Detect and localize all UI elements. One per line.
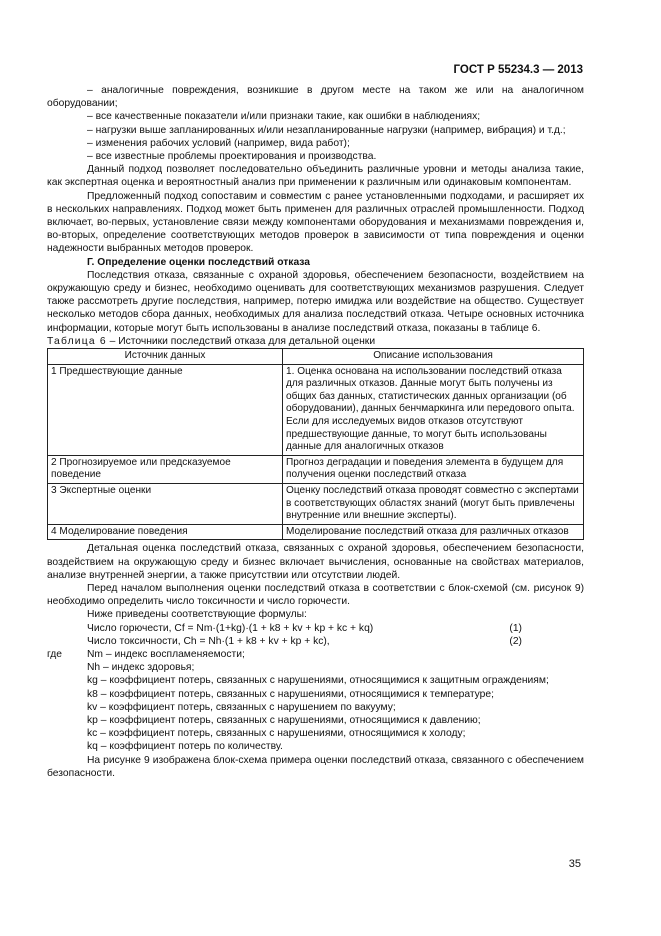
formula-text: Число горючести, Cf = Nm·(1+kg)·(1 + k8 + kv + kp + kc + kq) [87,622,374,634]
table-cell: Оценку последствий отказа проводят совместно с экспертами в соответствующих областях знаний (могут быть привлечены внутренние или внешние эксперты). [283,484,584,525]
definition: kv – коэффициент потерь, связанных с нарушением по вакууму; [87,701,396,713]
table-row [48,455,584,483]
bullet-item: – изменения рабочих условий (например, вида работ); [87,137,350,149]
paragraph: Предложенный подход сопоставим и совместим с ранее установленными подходами, и расширяет их в нескольких направлениях. Подход может быть применен для различных отраслей промышленности. Подход включает, во-первых, установление связи между компонентами оборудования и механизмами повреждения и, во-вторых, определение соответствующих методов проверок в зависимости от типа повреждения и оценки надежности выбранных методов проверок. [47,190,584,255]
paragraph: Детальная оценка последствий отказа, связанных с охраной здоровья, обеспечением безопасности, воздействием на окружающую среду и бизнес включает вычисления, основанные на свойствах материалов, анализе внутренней энергии, а также присутствии или отсутствии людей. [47,543,584,581]
table-header-cell: Источник данных [48,349,283,365]
formula-text: Число токсичности, Ch = Nh·(1 + k8 + kv + kp + kc), [87,635,330,647]
definition: Nm – индекс воспламеняемости; [87,649,245,660]
paragraph: На рисунке 9 изображена блок-схема примера оценки последствий отказа, связанного с обеспечением безопасности. [47,754,584,779]
bullet-item: – все известные проблемы проектирования и производства. [87,151,377,163]
table-caption [47,335,584,348]
page-number: 35 [568,858,581,870]
definition: kg – коэффициент потерь, связанных с нарушениями, относящимися к защитным ограждениям; [87,675,549,687]
definition: kp – коэффициент потерь, связанных с нарушениями, относящимися к давлению; [87,715,481,727]
formula-number: (2) [509,635,522,647]
bullet-item: – все качественные показатели и/или признаки такие, как ошибки в наблюдениях; [87,111,481,123]
definition: kq – коэффициент потерь по количеству. [87,741,283,753]
table-header-row [48,349,584,365]
paragraph: Перед началом выполнения оценки последствий отказа в соответствии с блок-схемой (см. рисунок 9) необходимо определить число токсичности и число горючести. [47,582,584,608]
table-cell: 3 Экспертные оценки [48,484,283,525]
table-cell: Моделирование последствий отказа для различных отказов [283,524,584,540]
table-header-cell: Описание использования [283,349,584,365]
definition-row [47,648,584,661]
sources-table [47,348,584,540]
bullet-item: – нагрузки выше запланированных и/или незапланированные нагрузки (например, вибрация) и т.д.; [87,124,566,136]
definition: kc – коэффициент потерь, связанных с нарушениями, относящимися к холоду; [87,728,466,740]
paragraph: Данный подход позволяет последовательно объединить различные уровни и методы анализа такие, как экспертная оценка и вероятностный анализ при применении к различным или одинаковым компонентам. [47,164,584,189]
where-label: где [47,649,63,660]
document-header: ГОСТ Р 55234.3 — 2013 [453,64,583,76]
paragraph: Ниже приведены соответствующие формулы: [87,609,307,621]
table-row [48,484,584,525]
definition: Nh – индекс здоровья; [87,662,195,674]
table-cell: 2 Прогнозируемое или предсказуемое поведение [48,455,283,483]
table-row [48,524,584,540]
table-caption-label: Таблица 6 [47,335,107,347]
table-cell: 4 Моделирование поведения [48,524,283,540]
formula-1 [47,622,584,635]
document-body [47,84,584,780]
paragraph: Последствия отказа, связанные с охраной здоровья, обеспечением безопасности, воздействием на окружающую среду и бизнес, необходимо оценивать для соответствующих механизмов разрушения. Следует также рассмотреть другие последствия, например, потерю имиджа или воздействие на общество. Существует несколько методов сбора данных, необходимых для анализа последствий отказа. Четыре основных источника информации, которые могут быть использованы в анализе последствий отказа, показаны в таблице 6. [47,269,584,334]
table-row [48,364,584,455]
table-cell: Прогноз деградации и поведения элемента в будущем для получения оценки последствий отказа [283,455,584,483]
bullet-item: – аналогичные повреждения, возникшие в другом месте на таком же или на аналогичном оборудовании; [47,85,584,110]
section-heading: Г. Определение оценки последствий отказа [87,256,311,268]
table-cell: 1 Предшествующие данные [48,364,283,455]
definition: k8 – коэффициент потерь, связанных с нарушениями, относящимися к температуре; [87,688,494,700]
formula-number: (1) [509,622,522,634]
table-caption-text: – Источники последствий отказа для детальной оценки [106,335,376,347]
table-cell: 1. Оценка основана на использовании последствий отказа для различных отказов. Данные могут быть получены из общих баз данных, статистических данных организации (об оборудовании), данных бенчмаркинга или передового опыта. Если для исследуемых видов отказов отсутствуют предшествующие данные, то могут быть использованы данные для аналогичных отказов [283,364,584,455]
formula-2 [47,635,584,648]
